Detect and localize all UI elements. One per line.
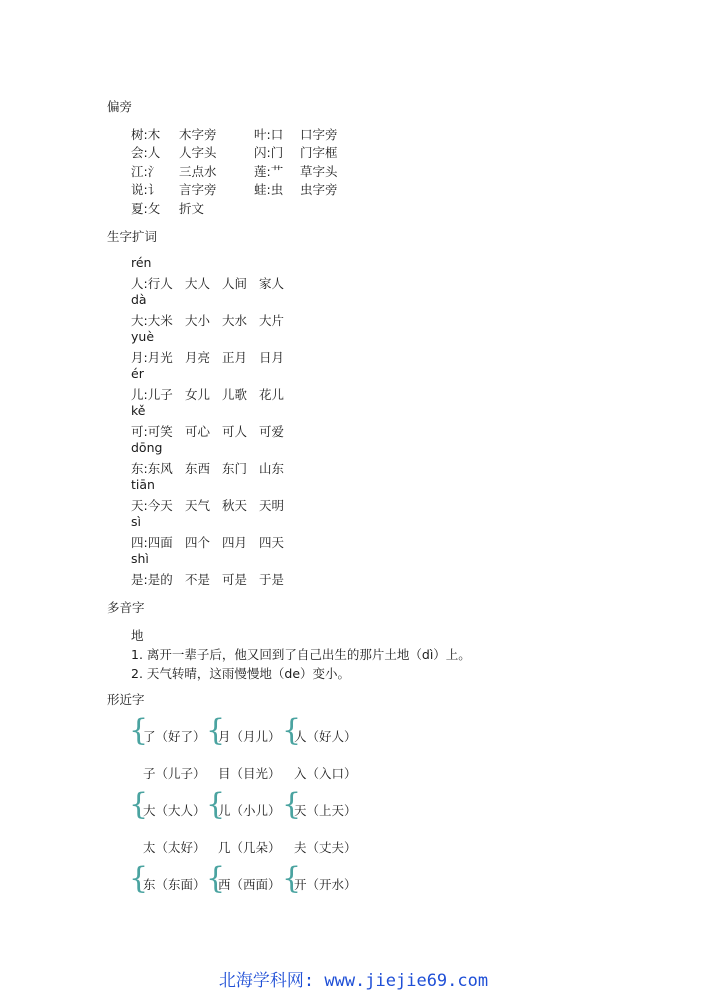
word: 人间 (222, 276, 248, 291)
word: 四天 (259, 535, 285, 550)
word: 秋天 (222, 498, 248, 513)
footer-site-link[interactable]: 北海学科网: www.jiejie69.com (218, 971, 489, 991)
radical-cell: 虫字旁 (300, 182, 338, 197)
radical-cell: 门字框 (300, 145, 338, 160)
polyphone-sentence: 1. 离开一辈子后，他又回到了自己出生的那片土地（dì）上。 (131, 647, 471, 662)
word: 可是 (222, 572, 248, 587)
brace-icon: { (206, 787, 226, 822)
pinyin: sì (131, 514, 141, 529)
pinyin: rén (131, 255, 152, 270)
brace-icon: { (282, 861, 302, 896)
brace-icon: { (282, 787, 302, 822)
word: 天气 (185, 498, 211, 513)
brace-icon: { (206, 861, 226, 896)
radical-cell: 叶:口 (254, 127, 284, 142)
word: 是:是的 (131, 572, 173, 587)
word: 人:行人 (131, 276, 173, 291)
section-title-polyphone: 多音字 (107, 600, 145, 615)
brace-icon: { (129, 787, 149, 822)
radical-cell: 树:木 (131, 127, 161, 142)
word: 日月 (259, 350, 285, 365)
word: 山东 (259, 461, 285, 476)
brace-icon: { (129, 861, 149, 896)
word: 儿歌 (222, 387, 248, 402)
brace-icon: { (282, 713, 302, 748)
similar-char: 子（儿子） (143, 766, 206, 781)
word: 大水 (222, 313, 248, 328)
radical-cell: 莲:艹 (254, 164, 284, 179)
similar-char: 入（入口） (294, 766, 357, 781)
similar-char: 东（东面） (143, 877, 206, 892)
radical-cell: 说:讠 (131, 182, 161, 197)
section-title-extend: 生字扩词 (107, 229, 158, 244)
word: 四月 (222, 535, 248, 550)
word: 家人 (259, 276, 285, 291)
word: 大:大米 (131, 313, 173, 328)
word: 天:今天 (131, 498, 173, 513)
radical-cell: 蛙:虫 (254, 182, 284, 197)
polyphone-sentence: 2. 天气转晴，这雨慢慢地（de）变小。 (131, 666, 351, 681)
word: 可人 (222, 424, 248, 439)
word: 月:月光 (131, 350, 173, 365)
pinyin: dōng (131, 440, 163, 455)
word: 东门 (222, 461, 248, 476)
radical-cell: 人字头 (179, 145, 217, 160)
similar-char: 开（开水） (294, 877, 357, 892)
similar-char: 了（好了） (143, 729, 206, 744)
word: 大小 (185, 313, 211, 328)
pinyin: yuè (131, 329, 155, 344)
similar-char: 人（好人） (294, 729, 357, 744)
radical-cell: 夏:攵 (131, 201, 161, 216)
word: 天明 (259, 498, 285, 513)
pinyin: tiān (131, 477, 155, 492)
similar-char: 太（太好） (143, 840, 206, 855)
radical-cell: 三点水 (179, 164, 217, 179)
radical-cell: 口字旁 (300, 127, 338, 142)
word: 于是 (259, 572, 285, 587)
word: 可爱 (259, 424, 285, 439)
word: 可心 (185, 424, 211, 439)
word: 女儿 (185, 387, 211, 402)
radical-cell: 言字旁 (179, 182, 217, 197)
radical-cell: 草字头 (300, 164, 338, 179)
word: 正月 (222, 350, 248, 365)
word: 不是 (185, 572, 211, 587)
similar-char: 西（西面） (218, 877, 281, 892)
similar-char: 大（大人） (143, 803, 206, 818)
pinyin: kě (131, 403, 146, 418)
word: 四:四面 (131, 535, 173, 550)
pinyin: shì (131, 551, 149, 566)
word: 东西 (185, 461, 211, 476)
similar-char: 夫（丈夫） (294, 840, 357, 855)
word: 花儿 (259, 387, 285, 402)
radical-cell: 木字旁 (179, 127, 217, 142)
radical-cell: 会:人 (131, 145, 161, 160)
similar-char: 几（几朵） (218, 840, 281, 855)
polyphone-char: 地 (131, 628, 144, 643)
similar-char: 月（月儿） (218, 729, 281, 744)
word: 月亮 (185, 350, 211, 365)
section-title-similar: 形近字 (107, 692, 145, 707)
brace-icon: { (206, 713, 226, 748)
pinyin: ér (131, 366, 144, 381)
word: 可:可笑 (131, 424, 173, 439)
radical-cell: 江:氵 (131, 164, 161, 179)
similar-char: 儿（小儿） (218, 803, 281, 818)
similar-char: 天（上天） (294, 803, 357, 818)
similar-char: 目（目光） (218, 766, 281, 781)
section-title-radicals: 偏旁 (107, 99, 133, 114)
radical-cell: 折文 (179, 201, 205, 216)
word: 儿:儿子 (131, 387, 173, 402)
word: 四个 (185, 535, 211, 550)
pinyin: dà (131, 292, 147, 307)
word: 东:东风 (131, 461, 173, 476)
word: 大人 (185, 276, 211, 291)
brace-icon: { (129, 713, 149, 748)
radical-cell: 闪:门 (254, 145, 284, 160)
word: 大片 (259, 313, 285, 328)
